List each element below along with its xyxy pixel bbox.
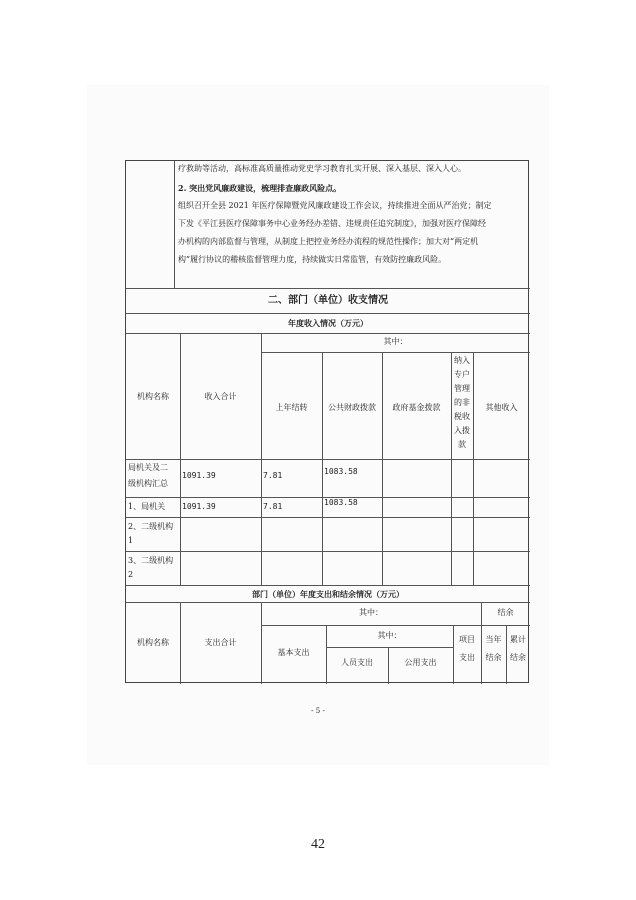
project-expense-header: 支出 [459,653,475,662]
section-title: 二、部门（单位）收支情况 [268,295,388,306]
accumulated-balance-header: 累计 [510,635,526,644]
page-number: 42 [311,837,325,852]
income-org-name-header: 机构名称 [137,392,169,401]
expense-among-label: 其中： [359,608,383,617]
text-line: 组织召开全县 2021 年医疗保障暨党风廉政建设工作会议，持续推进全面从严治党；制定 [178,201,492,210]
balance-header: 结余 [497,608,514,617]
personnel-expense-header: 人员支出 [341,658,373,667]
income-total-header: 收入合计 [204,392,237,401]
current-balance-header: 结余 [485,653,502,662]
document-table: 疗救助等活动，高标准高质量推动党史学习教育扎实开展、深入基层、深入人心。 2. 突出党风廉政建设，梳理排查廉政风险点。 组织召开全县 2021 年医疗保障暨党风廉政建设工作会议，持续推进全面从严治党；制定 下发《平江县医疗保障事务中心业务经办差错、违规责任追究制度》，加强对医疗保障经 办机构的内部监督与管理，从制度上把控业务经办流程的规范性操作；加大对“两定机 构”履行协议的稽核监督管理力度，持续做实日常监管，有效防控廉政风险。 二、部门（单位）收支情况 年度收入情况（万元） 其中： 机构名称 收入合计 上年结转 公共财政拨款 政府基金拨款 纳入 专户 管理 的非 税收 入拨 款 其他收入 局机关及二 级机构汇总 1091.39 7.81 1083.58 1、局机关 1091.39 7.81 1083.58 2、二级机构 1 3、二级机构 2 部门（单位）年度支出和结余情况（万元） 其中： 结余 机构名称 支出合计 基本支出 其中： 人员支出 公用支出 项目 支出 当年 结余 累计 结余 [125,160,529,683]
income-among-label: 其中： [383,337,408,346]
basic-expense-header: 基本支出 [277,648,310,657]
text-line: 构”履行协议的稽核监督管理力度，持续做实日常监管，有效防控廉政风险。 [178,255,447,264]
gov-fund-header: 政府基金拨款 [392,403,441,412]
public-expense-header: 公用支出 [404,658,437,667]
expense-total-header: 支出合计 [204,638,237,647]
expense-among-label-2: 其中： [377,631,402,640]
carryover-header: 上年结转 [275,403,308,412]
special-account-header: 纳入 专户 管理 的非 税收 入拨 款 [454,356,470,449]
accumulated-balance-header: 结余 [510,653,526,662]
expense-org-name-header: 机构名称 [137,638,169,647]
page-footer: - 5 - [311,707,325,715]
current-balance-header: 当年 [485,635,502,644]
other-income-header: 其他收入 [485,403,518,412]
public-finance-header: 公共财政拨款 [328,403,376,412]
text-line: 下发《平江县医疗保障事务中心业务经办差错、违规责任追究制度》，加强对医疗保障经 [178,219,486,228]
project-expense-header: 项目 [459,635,475,644]
text-line: 办机构的内部监督与管理，从制度上把控业务经办流程的规范性操作；加大对“两定机 [178,237,479,246]
subheading: 2. 突出党风廉政建设，梳理排查廉政风险点。 [178,183,342,193]
expense-caption: 部门（单位）年度支出和结余情况（万元） [252,589,404,599]
income-caption: 年度收入情况（万元） [288,318,368,328]
text-line: 疗救助等活动，高标准高质量推动党史学习教育扎实开展、深入基层、深入人心。 [178,164,466,173]
